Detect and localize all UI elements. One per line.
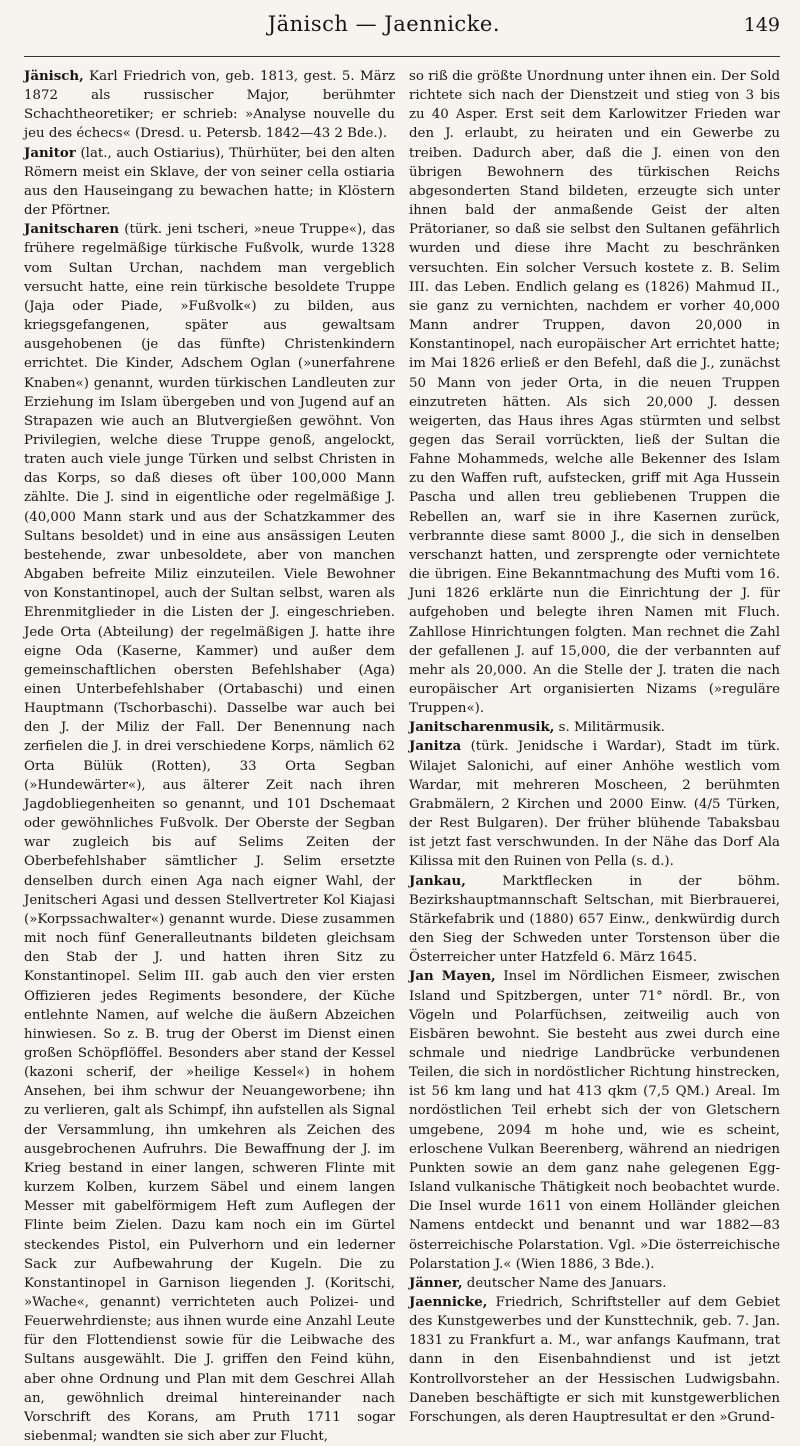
dictionary-entry <box>409 967 780 1274</box>
dictionary-entry <box>24 220 395 1446</box>
page-header <box>24 12 780 57</box>
entry-headword: Jan Mayen, <box>409 968 496 985</box>
page-number: 149 <box>743 14 780 36</box>
right-column <box>409 67 780 1425</box>
dictionary-entry <box>409 872 780 968</box>
entry-text: so riß die größte Unordnung unter ihnen ein. Der Sold richtete sich nach der Dienstzeit und stieg von 3 bis zu 40 Asper. Erst seit dem Karlowitzer Frieden war den J. erlaubt, zu heiraten und ein Gewerbe zu treiben. Dadurch aber, daß die J. einen von den übrigen Bewohnern des türkischen Reichs abgesonderten Stand bildeten, erzeugte sich unter ihnen bald der anmaßende Geist der alten Prätorianer, so daß sie selbst den Sultanen gefährlich wurden und diese ihre Macht zu beschränken versuchten. Ein solcher Versuch kostete z. B. Selim III. das Leben. Endlich gelang es (1826) Mahmud II., sie ganz zu vernichten, nachdem er vorher 40,000 Mann andrer Truppen, davon 20,000 in Konstantinopel, nach europäischer Art errichtet hatte; im Mai 1826 erließ er den Befehl, daß die J., zunächst 50 Mann von jeder Orta, in die neuen Truppen einzutreten hätten. Als sich 20,000 J. dessen weigerten, das Haus ihres Agas stürmten und selbst gegen das Serail vorrückten, ließ der Sultan die Fahne Mohammeds, welche alle Bekenner des Islam zu den Waffen ruft, aufstecken, griff mit Aga Hussein Pascha und allen treu gebliebenen Truppen die Rebellen an, warf sie in ihre Kasernen zurück, verbrannte diese samt 8000 J., die sich in denselben verschanzt hatten, und zersprengte oder vernichtete die übrigen. Eine Bekanntmachung des Mufti vom 16. Juni 1826 erklärte nun die Einrichtung der J. für aufgehoben und belegte ihren Namen mit Fluch. Zahllose Hinrichtungen folgten. Man rechnet die Zahl der gefallenen J. auf 15,000, die der verbannten auf mehr als 20,000. An die Stelle der J. traten die nach europäischer Art organisierten Nizams (»reguläre Truppen«). <box>409 69 780 717</box>
entry-headword: Jänner, <box>409 1274 463 1291</box>
entry-headword: Janitza <box>409 738 462 755</box>
entry-headword: Janitor <box>24 144 76 161</box>
dictionary-entry <box>24 67 395 144</box>
entry-text: Insel im Nördlichen Eismeer, zwischen Island und Spitzbergen, unter 71° nördl. Br., von Vögeln und Polarfüchsen, zeitweilig auch von Eisbären bewohnt. Sie besteht aus zwei durch eine schmale und niedrige Landbrücke verbundenen Teilen, die sich in nordöstlicher Richtung hinstrecken, ist 56 km lang und hat 413 qkm (7,5 QM.) Areal. Im nordöstlichen Teil erhebt sich der von Gletschern umgebene, 2094 m hohe und, wie es scheint, erloschene Vulkan Beerenberg, während an niedrigen Punkten sowie an dem ganz nahe gelegenen Egg-Island vulkanische Thätigkeit noch beobachtet wurde. Die Insel wurde 1611 von einem Holländer gleichen Namens entdeckt und benannt und war 1882—83 österreichische Polarstation. Vgl. »Die österreichische Polarstation J.« (Wien 1886, 3 Bde.). <box>409 969 780 1272</box>
entry-text: Friedrich, Schriftsteller auf dem Gebiet des Kunstgewerbes und der Kunsttechnik, geb. 7. Jan. 1831 zu Frankfurt a. M., war anfangs Kaufmann, trat dann in den Eisenbahndienst und ist jetzt Kontrollvorsteher an der Hessischen Ludwigsbahn. Daneben beschäftigte er sich mit kunstgewerblichen Forschungen, als deren Hauptresultat er den »Grund- <box>409 1295 780 1425</box>
left-column <box>24 67 395 1445</box>
entry-headword: Jankau, <box>409 872 466 889</box>
entry-text: deutscher Name des Januars. <box>462 1275 667 1291</box>
entry-headword: Jaennicke, <box>409 1294 488 1310</box>
entry-text: Karl Friedrich von, geb. 1813, gest. 5. März 1872 als russischer Major, berühmter Schachtheoretiker; er schrieb: »Analyse nouvelle du jeu des échecs« (Dresd. u. Petersb. 1842—43 2 Bde.). <box>24 69 395 142</box>
dictionary-entry <box>24 144 395 221</box>
page-title: Jänisch — Jaennicke. <box>267 12 501 36</box>
dictionary-entry <box>409 67 780 718</box>
entry-text: s. Militärmusik. <box>554 720 665 736</box>
entry-headword: Jänisch, <box>24 68 84 84</box>
dictionary-entry <box>409 737 780 871</box>
entry-headword: Janitscharenmusik, <box>409 719 555 736</box>
dictionary-entry <box>409 1293 780 1427</box>
dictionary-entry <box>409 718 780 737</box>
dictionary-entry <box>409 1274 780 1293</box>
text-columns <box>24 67 780 1445</box>
entry-headword: Janitscharen <box>24 221 120 238</box>
entry-text: (türk. Jenidsche i Wardar), Stadt im türk. Wilajet Salonichi, auf einer Anhöhe westlich vom Wardar, mit mehreren Moscheen, 2 berühmten Grabmälern, 2 Kirchen und 2000 Einw. (4/5 Türken, der Rest Bulgaren). Der früher blühende Tabaksbau ist jetzt fast verschwunden. In der Nähe das Dorf Ala Kilissa mit den Ruinen von Pella (s. d.). <box>409 739 780 870</box>
entry-text: Marktflecken in der böhm. Bezirkshauptmannschaft Seltschan, mit Bierbrauerei, Stärkefabrik und (1880) 657 Einw., denkwürdig durch den Sieg der Schweden unter Torstenson über die Österreicher unter Hatzfeld 6. März 1645. <box>409 873 780 966</box>
entry-text: (türk. jeni tscheri, »neue Truppe«), das frühere regelmäßige türkische Fußvolk, wurde 1328 vom Sultan Urchan, nachdem man vergeblich versucht hatte, eine rein türkische besoldete Truppe (Jaja oder Piade, »Fußvolk«) zu bilden, aus kriegsgefangenen, später aus gewaltsam ausgehobenen (je das fünfte) Christenkindern errichtet. Die Kinder, Adschem Oglan (»unerfahrene Knaben«) genannt, wurden türkischen Landleuten zur Erziehung im Islam übergeben und von Jugend auf an Strapazen wie auch an Blutvergießen gewöhnt. Von Privilegien, welche diese Truppe genoß, angelockt, traten auch viele junge Türken und selbst Christen in das Korps, so daß dieses oft über 100,000 Mann zählte. Die J. sind in eigentliche oder regelmäßige J. (40,000 Mann stark und aus der Schatzkammer des Sultans besoldet) und in eine aus ansässigen Leuten bestehende, zwar unbesoldete, aber von manchen Abgaben befreite Miliz einzuteilen. Viele Bewohner von Konstantinopel, auch der Sultan selbst, waren als Ehrenmitglieder in die Listen der J. eingeschrieben. Jede Orta (Abteilung) der regelmäßigen J. hatte ihre eigne Oda (Kaserne, Kammer) und außer dem gemeinschaftlichen obersten Befehlshaber (Aga) einen Unterbefehlshaber (Ortabaschi) und einen Hauptmann (Tschorbaschi). Dasselbe war auch bei den J. der Miliz der Fall. Der Benennung nach zerfielen die J. in drei verschiedene Korps, nämlich 62 Orta Bülük (Rotten), 33 Orta Segban (»Hundewärter«), aus älterer Zeit nach ihren Jagdobliegenheiten so genannt, und 101 Dschemaat oder gewöhnliches Fußvolk. Der Oberste der Segban war zugleich bis auf Selims Zeiten der Oberbefehlshaber sämtlicher J. Selim ersetzte denselben durch einen Aga nach eigner Wahl, der Jenitscheri Agasi und dessen Stellvertreter Kol Kiajasi (»Korpssachwalter«) genannt wurde. Diese zusammen mit noch fünf Generalleutnants bildeten gleichsam den Stab der J. und hatten ihren Sitz zu Konstantinopel. Selim III. gab auch den vier ersten Offizieren jedes Regiments besondere, der Küche entlehnte Namen, auf welche die äußern Abzeichen hinwiesen. So z. B. trug der Oberst im Dienst einen großen Schöpflöffel. Besonders aber stand der Kessel (kazoni scherif, der »heilige Kessel«) in hohem Ansehen, bei ihm schwur der Neuangeworbene; ihn zu verlieren, galt als Schimpf, ihn aufstellen als Signal der Versammlung, ihn umkehren als Zeichen des ausgebrochenen Aufruhrs. Die Bewaffnung der J. im Krieg bestand in einer langen, schweren Flinte mit kurzem Kolben, kurzem Säbel und einem langen Messer mit gabelförmigem Heft zum Auflegen der Flinte beim Zielen. Dazu kam noch ein im Gürtel steckendes Pistol, ein Pulverhorn und ein lederner Sack zur Aufbewahrung der Kugeln. Die zu Konstantinopel in Garnison liegenden J. (Koritschi, »Wache«, genannt) verrichteten auch Polizei- und Feuerwehrdienste; aus ihnen wurde eine Anzahl Leute für den Flottendienst sowie für die Leibwache des Sultans ausgewählt. Die J. griffen den Feind kühn, aber ohne Ordnung und Plan mit dem Geschrei Allah an, gewöhnlich dreimal hintereinander nach Vorschrift des Korans, am Pruth 1711 sogar siebenmal; wandten sie sich aber zur Flucht, <box>24 222 395 1445</box>
entry-text: (lat., auch Ostiarius), Thürhüter, bei den alten Römern meist ein Sklave, der von seiner cella ostiaria aus den Hauseingang zu bewachen hatte; in Klöstern der Pförtner. <box>24 145 395 219</box>
